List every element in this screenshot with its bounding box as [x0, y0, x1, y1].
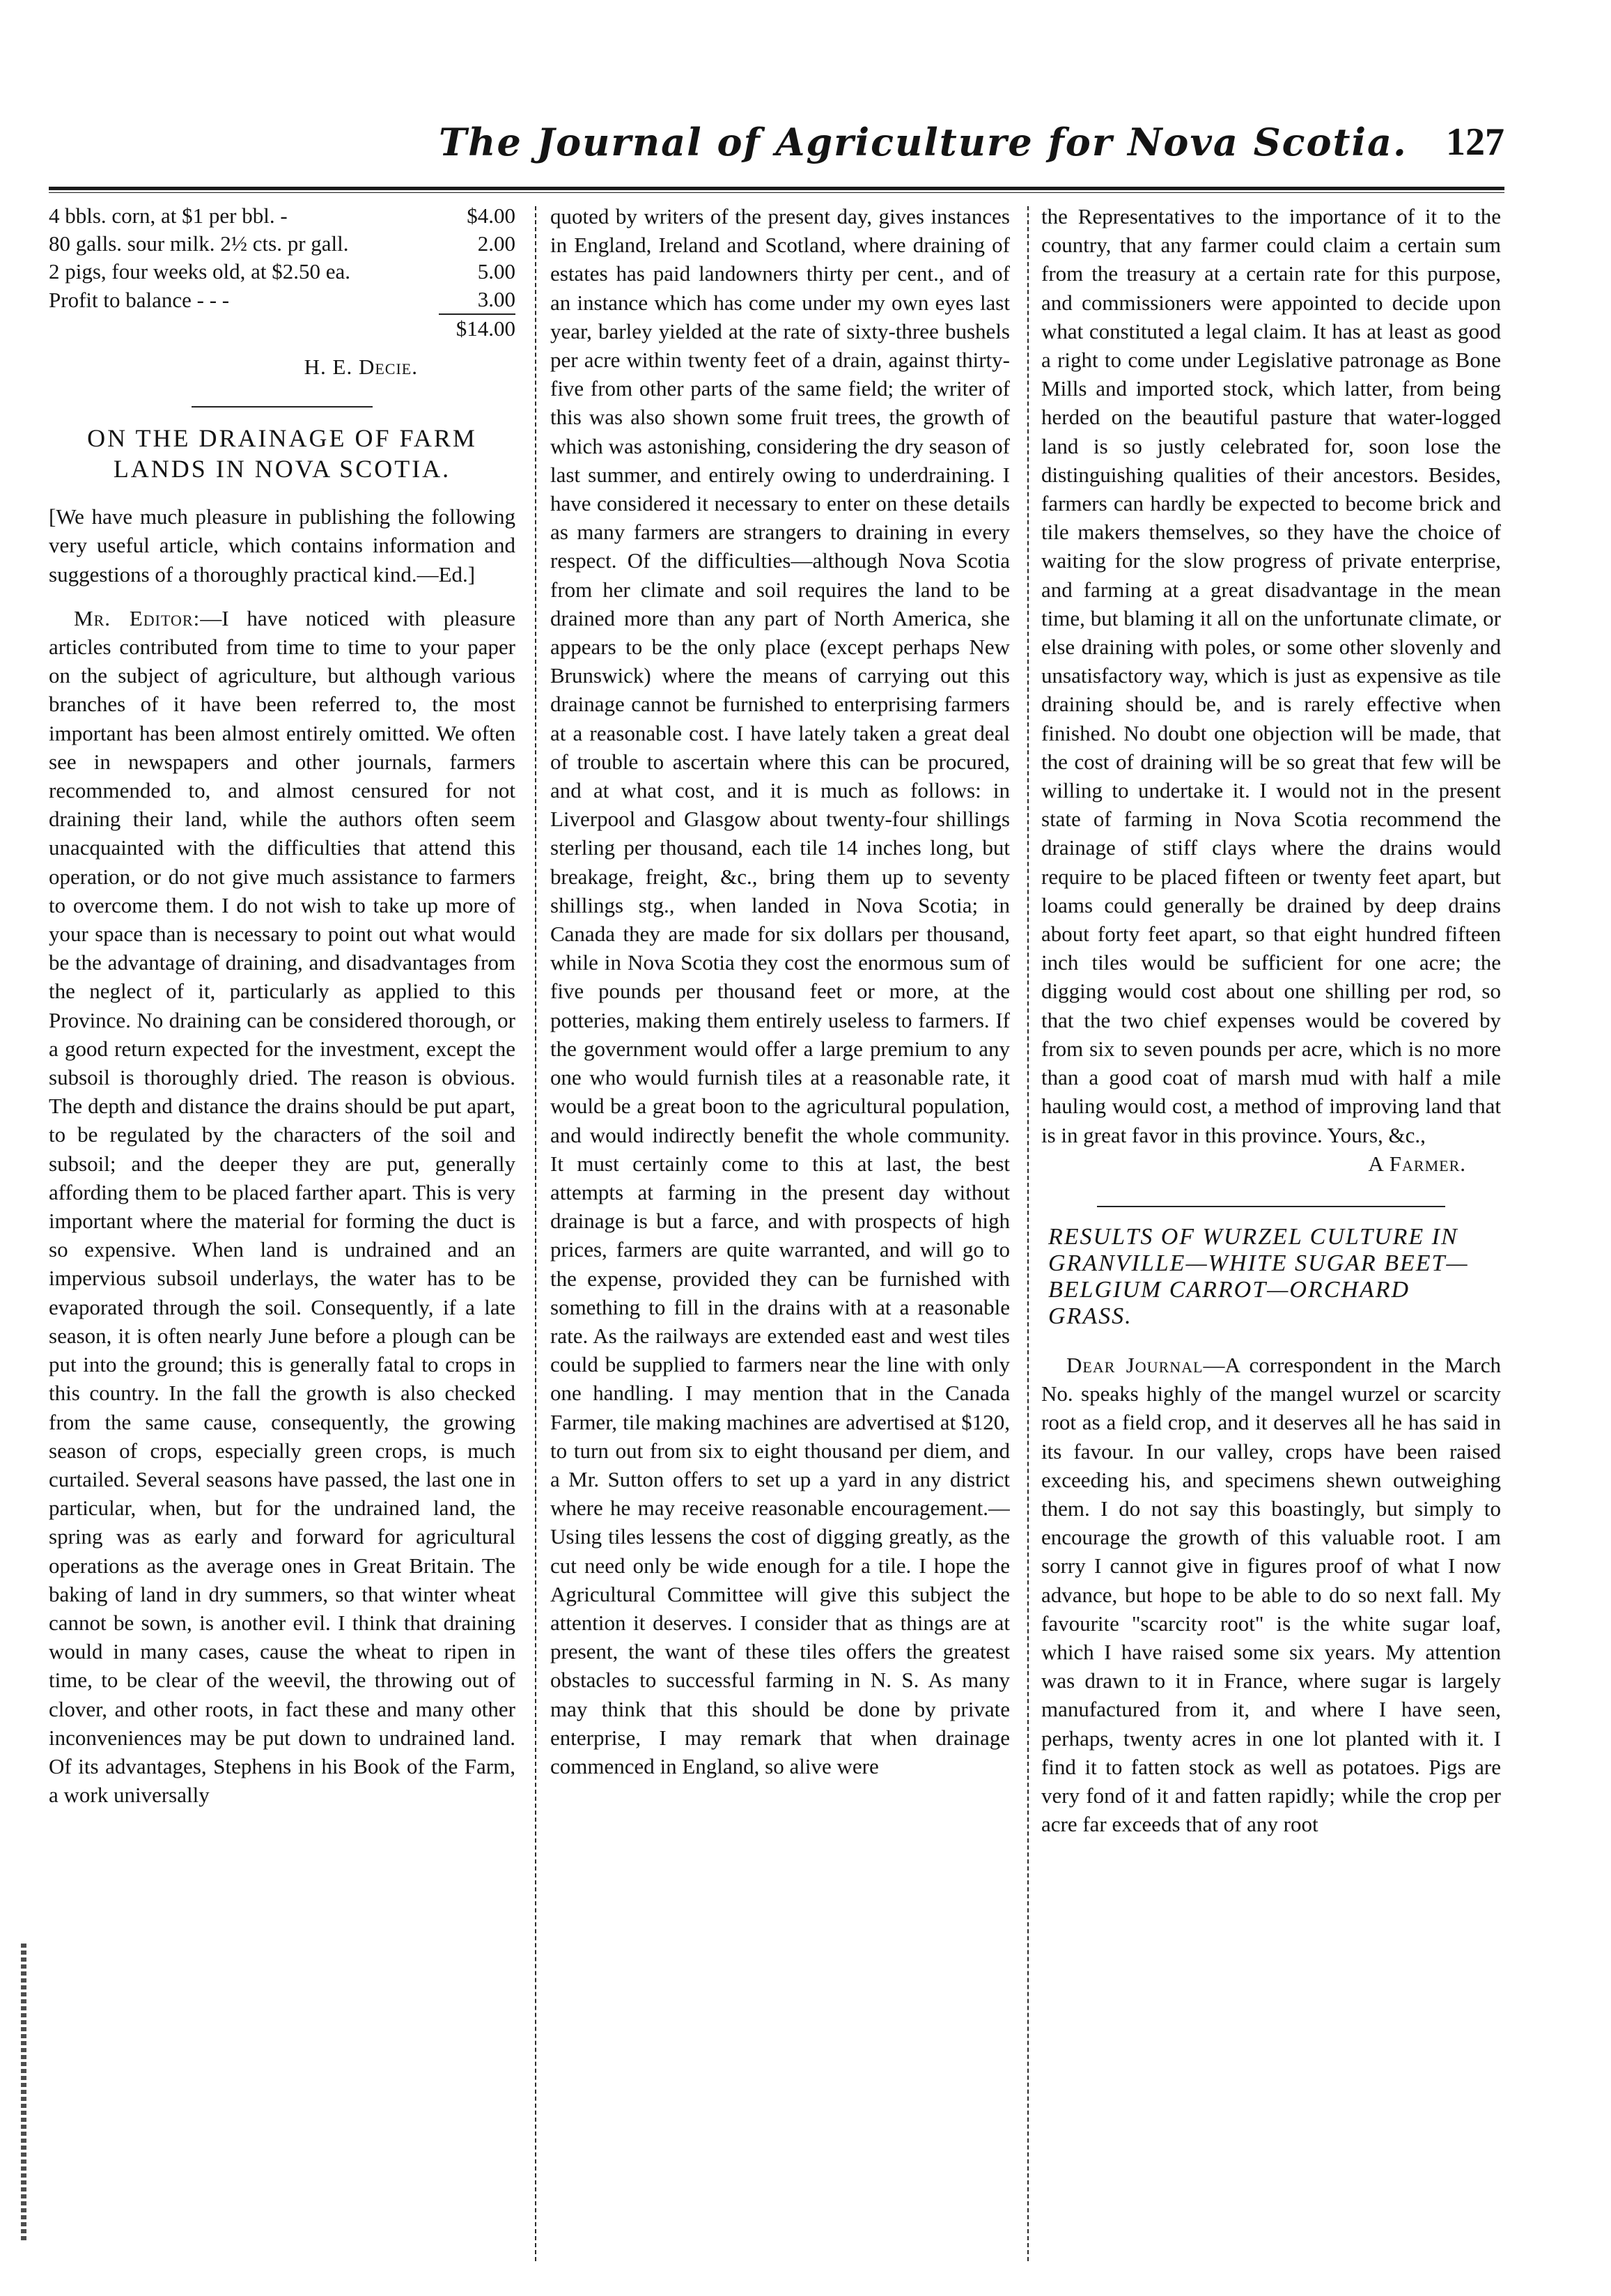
account-item: 4 bbls. corn, at $1 per bbl. -: [49, 203, 288, 228]
account-item: 2 pigs, four weeks old, at $2.50 ea.: [49, 259, 351, 284]
account-total-row: [49, 314, 515, 343]
account-row: [49, 258, 515, 286]
column-1: [49, 202, 515, 2264]
column-divider: [535, 206, 536, 2261]
margin-scan-mark: [21, 1944, 26, 2243]
salutation: Dear Journal: [1066, 1352, 1204, 1377]
account-amount: 5.00: [477, 259, 515, 284]
account-row: [49, 230, 515, 258]
article-heading: ON THE DRAINAGE OF FARM LANDS IN NOVA SCOTIA.: [87, 424, 477, 483]
account-amount: 3.00: [477, 287, 515, 311]
account-amount: $4.00: [467, 203, 515, 228]
account-amount: 2.00: [477, 231, 515, 256]
article-heading: RESULTS OF WURZEL CULTURE IN GRANVILLE—WHITE SUGAR BEET—BELGIUM CARROT—ORCHARD GRASS.: [1048, 1223, 1469, 1329]
salutation: Mr. Editor:: [74, 605, 201, 630]
account-item: 80 galls. sour milk. 2½ cts. pr gall.: [49, 231, 349, 256]
article-body: —A correspondent in the March No. speaks highly of the mangel wurzel or scarcity root as a field crop, and it deserves all he has said in its favour. In our valley, crops have been raised exceeding his, and specimens shewn outweighing them. I do not say this boastingly, but simply to encourage the growth of this valuable root. I am sorry I cannot give in figures proof of what I now advance, but hope to be able to do so next fall. My favourite "scarcity root" is the white sugar loaf, which I have raised some six years. My attention was drawn to it in France, where sugar is largely manufactured from it, and where I have seen, perhaps, twenty acres in one lot planted with it. I find it to fatten stock as well as potatoes. Pigs are very fond of it and fatten rapidly; while the crop per acre far exceeds that of any root: [1041, 1352, 1501, 1837]
column-divider: [1027, 206, 1029, 2261]
account-table: [49, 202, 515, 343]
article-body: the Representatives to the importance of it to the country, that any farmer could claim a certain sum from the treasury at a certain rate for this purpose, and commissioners were appointed to decide upon what constituted a legal claim. It has at least as good a right to come under Legislative patronage as Bone Mills and imported stock, which latter, from being herded on the beautiful pasture that water-logged land is so justly celebrated for, soon lose the distinguishing qualities of their ancestors. Besides, farmers can hardly be expected to become brick and tile makers themselves, so they have the choice of waiting for the slow progress of private enterprise, and farming at a great disadvantage in the mean time, but blaming it all on the unfortunate climate, or else draining with poles, or some other slovenly and unsatisfactory way, which is just as expensive as tile draining should be, and is rarely effective when finished. No doubt one objection will be made, that the cost of draining will be so great that few will be willing to undertake it. I would not in the present state of farming in Nova Scotia recommend the drainage of stiff clays where the drains would require to be placed fifteen or twenty feet apart, but loams could generally be drained by deep drains about forty feet apart, so that eight hundred fifteen inch tiles would be sufficient for one acre; the digging would cost about one shilling per rod, so that the two chief expenses would be covered by from six to seven pounds per acre, which is no more than a good coat of marsh mud with half a mile hauling would cost, a method of improving land that is in great favor in this province. Yours, &c.,: [1041, 204, 1501, 1147]
account-item: Profit to balance - - -: [49, 287, 230, 312]
column-2: [550, 202, 1010, 2264]
header-rule: [49, 187, 1504, 190]
article-body: quoted by writers of the present day, gives instances in England, Ireland and Scotland, where draining of estates has paid landowners thirty per cent., and of an instance which has come under my own eyes last year, barley yielded at the rate of sixty-three bushels per acre within twenty feet of a drain, against thirty-five from other parts of the same field; the writer of this was also shown some fruit trees, the growth of which was astonishing, considering the dry season of last summer, and entirely owing to underdraining. I have considered it necessary to enter on these details as many farmers are strangers to draining in every respect. Of the difficulties—although Nova Scotia from her climate and soil requires the land to be drained more than any part of North America, she appears to be the only place (except perhaps New Brunswick) where the means of carrying out this drainage cannot be furnished to enterprising farmers at a reasonable cost. I have lately taken a great deal of trouble to ascertain where this can be procured, and at what cost, and it is much as follows: in Liverpool and Glasgow about twenty-four shillings sterling per thousand, each tile 14 inches long, but breakage, freight, &c., bring them up to seventy shillings stg., when landed in Nova Scotia; in Canada they are made for six dollars per thousand, while in Nova Scotia they cost the enormous sum of five pounds per thousand feet or more, at the potteries, making them entirely useless to farmers. If the government would offer a large premium to any one who would furnish tiles at a reasonable rate, it would be a great boon to the agricultural population, and would indirectly benefit the whole community. It must certainly come to this at last, the best attempts at farming in the present day without drainage is but a farce, and with prospects of high prices, farmers are quite warranted, and will go to the expense, provided they can be furnished with something to fill in the drains with at a reasonable rate. As the railways are extended east and west tiles could be supplied to farmers near the line with only one handling. I may mention that in the Canada Farmer, tile making machines are advertised at $120, to turn out from six to eight thousand per diem, and a Mr. Sutton offers to set up a yard in any district where he may receive reasonable encouragement.—Using tiles lessens the cost of digging greatly, as the cut need only be wide enough for a tile. I hope the Agricultural Committee will give this subject the attention it deserves. I consider that as things are at present, the want of these tiles offers the greatest obstacles to successful farming in N. S. As many may think that this should be done by private enterprise, I may remark that when drainage commenced in England, so alive were: [550, 204, 1010, 1778]
column-3: [1041, 202, 1501, 2264]
editor-note: [We have much pleasure in publishing the following very useful article, which contains information and suggestions of a thoroughly practical kind.—Ed.]: [49, 504, 515, 587]
article-body: —I have noticed with pleasure articles contributed from time to time to your paper on the subject of agriculture, but although various branches of it have been referred to, the most important has been almost entirely omitted. We often see in newspapers and other journals, farmers recommended to, and almost censured for not draining their land, while the authors often seem unacquainted with the difficulties that attend this operation, or do not give much assistance to farmers to overcome them. I do not wish to take up more of your space than is necessary to point out what would be the advantage of draining, and disadvantages from the neglect of it, particularly as applied to this Province. No draining can be considered thorough, or a good return expected for the investment, except the subsoil is thoroughly dried. The reason is obvious. The depth and distance the drains should be put apart, to be regulated by the characters of the soil and subsoil; and the deeper they are put, generally affording them to be placed farther apart. This is very important where the material for forming the duct is so expensive. When land is undrained and an impervious subsoil underlays, the water has to be evaporated through the soil. Consequently, if a late season, it is often nearly June before a plough can be put into the ground; this is generally fatal to crops in this country. In the fall the growth is also checked from the same cause, consequently, the growing season of crops, especially green crops, is much curtailed. Several seasons have passed, the last one in particular, when, but for the undrained land, the spring was as early and forward for agricultural operations as the average ones in Great Britain. The baking of land in dry summers, so that winter wheat cannot be sown, is another evil. I think that draining would in many cases, cause the wheat to ripen in time, to be clear of the weevil, the throwing out of clover, and other roots, in fact these and many other inconveniences may be put down to undrained land. Of its advantages, Stephens in his Book of the Farm, a work universally: [49, 605, 515, 1808]
running-header: [49, 104, 1504, 181]
journal-title: The Journal of Agriculture for Nova Scotia.: [439, 120, 1408, 164]
article-paragraph: [49, 604, 515, 1810]
letter-signature: A Farmer.: [1368, 1151, 1466, 1176]
account-row: [49, 202, 515, 230]
header-rule-thin: [49, 192, 1504, 193]
section-rule: [192, 406, 373, 408]
account-total: $14.00: [439, 314, 515, 343]
letter-signature: H. E. Decie.: [304, 355, 418, 379]
section-rule: [1097, 1206, 1445, 1207]
article-paragraph: [1041, 1351, 1501, 1838]
page-number: 127: [1446, 121, 1504, 164]
account-row: [49, 286, 515, 314]
